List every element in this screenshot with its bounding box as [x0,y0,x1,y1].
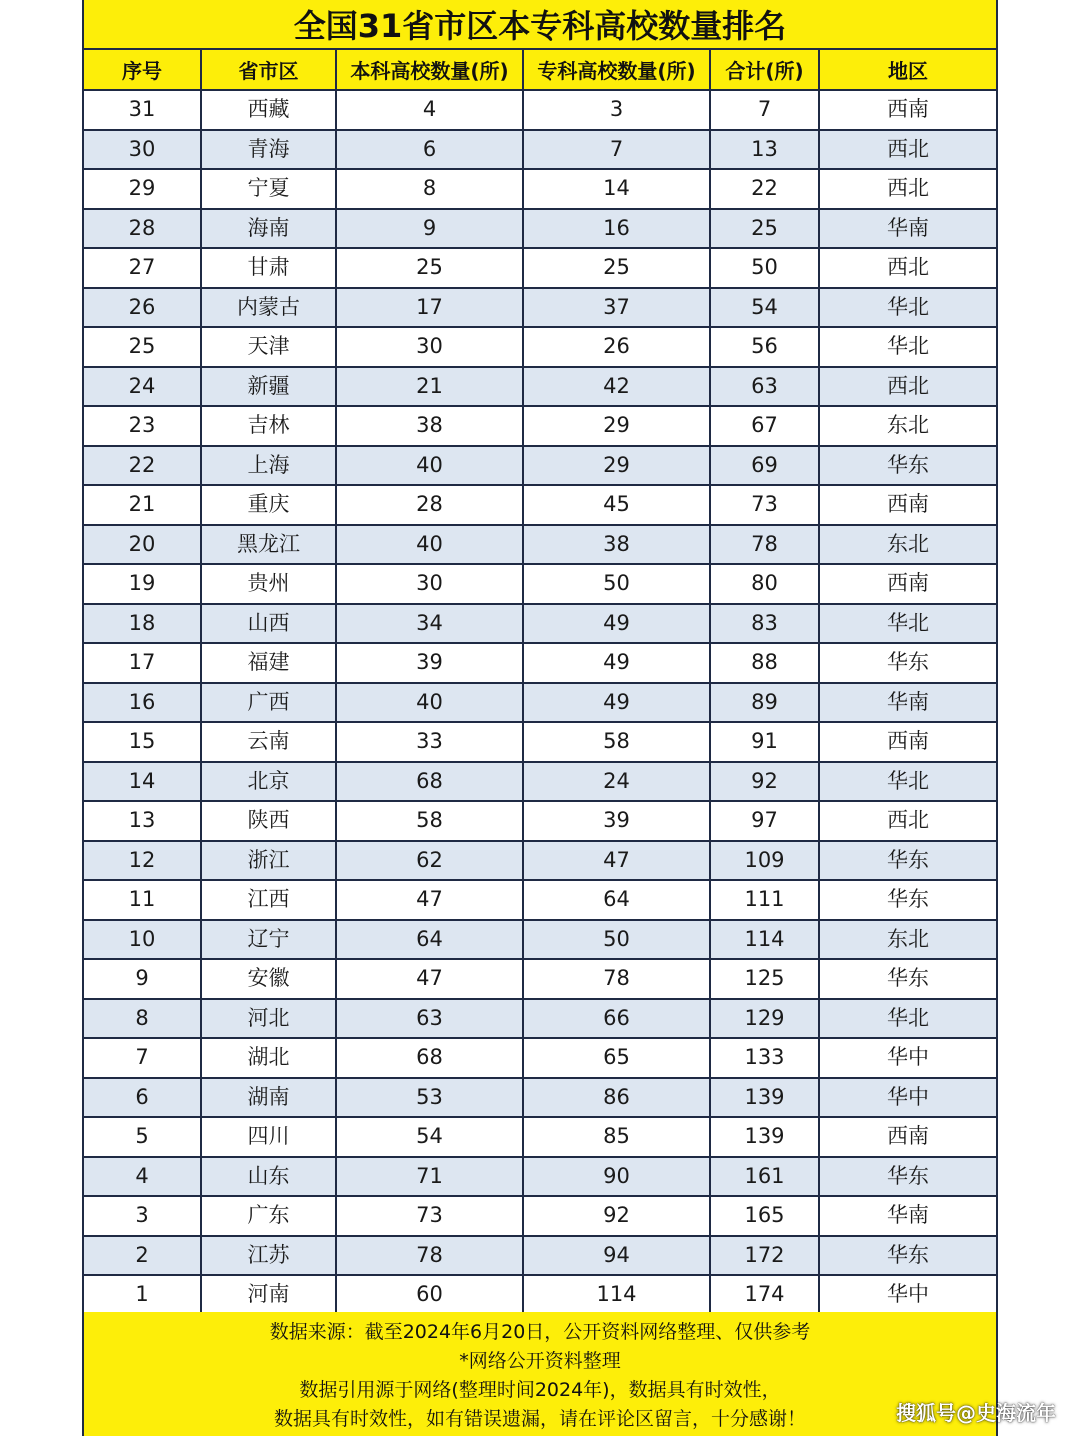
cell-province: 天津 [201,327,336,367]
table-row [84,762,996,802]
cell-province: 辽宁 [201,920,336,960]
table-row [84,722,996,762]
source-line: *网络公开资料整理 [459,1350,621,1372]
cell-rank: 14 [84,762,201,802]
cell-college: 26 [523,327,710,367]
cell-total: 22 [710,169,819,209]
cell-rank: 4 [84,1157,201,1197]
cell-total: 139 [710,1078,819,1118]
table-row [84,327,996,367]
table-row [84,485,996,525]
cell-undergrad: 30 [336,327,523,367]
table-row [84,209,996,249]
cell-undergrad: 54 [336,1117,523,1157]
cell-undergrad: 60 [336,1275,523,1315]
cell-province: 湖南 [201,1078,336,1118]
ranking-sheet [82,0,998,1436]
table-row [84,169,996,209]
cell-total: 78 [710,525,819,565]
cell-province: 河南 [201,1275,336,1315]
table-row [84,999,996,1039]
cell-rank: 18 [84,604,201,644]
cell-rank: 19 [84,564,201,604]
cell-region: 华东 [819,959,996,999]
cell-province: 贵州 [201,564,336,604]
cell-undergrad: 28 [336,485,523,525]
cell-region: 华南 [819,1196,996,1236]
cell-region: 西北 [819,130,996,170]
cell-total: 63 [710,367,819,407]
cell-undergrad: 21 [336,367,523,407]
cell-province: 安徽 [201,959,336,999]
cell-rank: 28 [84,209,201,249]
cell-province: 宁夏 [201,169,336,209]
cell-rank: 29 [84,169,201,209]
cell-province: 四川 [201,1117,336,1157]
cell-undergrad: 63 [336,999,523,1039]
source-line: 数据来源：截至2024年6月20日，公开资料网络整理、仅供参考 [269,1321,811,1343]
cell-college: 45 [523,485,710,525]
cell-total: 133 [710,1038,819,1078]
cell-region: 西北 [819,367,996,407]
table-row [84,959,996,999]
cell-undergrad: 68 [336,762,523,802]
cell-undergrad: 47 [336,959,523,999]
cell-total: 97 [710,801,819,841]
header-rank: 序号 [84,50,201,90]
cell-rank: 16 [84,683,201,723]
cell-region: 华中 [819,1078,996,1118]
cell-rank: 21 [84,485,201,525]
table-header-row [84,50,996,90]
cell-province: 青海 [201,130,336,170]
cell-rank: 26 [84,288,201,328]
cell-region: 华东 [819,1236,996,1276]
table-row [84,130,996,170]
cell-rank: 11 [84,880,201,920]
table-row [84,288,996,328]
cell-college: 90 [523,1157,710,1197]
cell-province: 江苏 [201,1236,336,1276]
cell-rank: 27 [84,248,201,288]
cell-rank: 23 [84,406,201,446]
page-title: 全国31省市区本专科高校数量排名 [84,0,996,50]
cell-undergrad: 30 [336,564,523,604]
cell-total: 129 [710,999,819,1039]
cell-total: 139 [710,1117,819,1157]
cell-undergrad: 40 [336,683,523,723]
cell-undergrad: 38 [336,406,523,446]
cell-college: 64 [523,880,710,920]
table-row [84,525,996,565]
cell-region: 华东 [819,446,996,486]
cell-total: 13 [710,130,819,170]
cell-province: 陕西 [201,801,336,841]
table-body [84,90,996,1315]
cell-region: 西北 [819,169,996,209]
cell-college: 65 [523,1038,710,1078]
cell-rank: 2 [84,1236,201,1276]
cell-province: 黑龙江 [201,525,336,565]
cell-province: 湖北 [201,1038,336,1078]
cell-total: 88 [710,643,819,683]
cell-region: 华东 [819,841,996,881]
cell-region: 华东 [819,643,996,683]
cell-region: 东北 [819,525,996,565]
table-row [84,683,996,723]
cell-college: 29 [523,406,710,446]
table-row [84,1038,996,1078]
cell-region: 华北 [819,999,996,1039]
cell-province: 山西 [201,604,336,644]
cell-province: 重庆 [201,485,336,525]
cell-college: 86 [523,1078,710,1118]
cell-region: 西北 [819,248,996,288]
cell-total: 111 [710,880,819,920]
cell-undergrad: 40 [336,446,523,486]
cell-rank: 17 [84,643,201,683]
cell-total: 91 [710,722,819,762]
cell-province: 广东 [201,1196,336,1236]
cell-province: 新疆 [201,367,336,407]
table-row [84,1078,996,1118]
cell-college: 114 [523,1275,710,1315]
table-row [84,1236,996,1276]
cell-province: 浙江 [201,841,336,881]
cell-region: 西北 [819,801,996,841]
cell-region: 华中 [819,1038,996,1078]
cell-region: 西南 [819,564,996,604]
cell-total: 92 [710,762,819,802]
cell-total: 172 [710,1236,819,1276]
table-row [84,406,996,446]
table-row [84,90,996,130]
cell-total: 161 [710,1157,819,1197]
cell-rank: 10 [84,920,201,960]
cell-undergrad: 78 [336,1236,523,1276]
cell-total: 56 [710,327,819,367]
cell-college: 25 [523,248,710,288]
cell-rank: 1 [84,1275,201,1315]
cell-region: 华南 [819,683,996,723]
cell-undergrad: 58 [336,801,523,841]
cell-undergrad: 64 [336,920,523,960]
cell-region: 东北 [819,920,996,960]
cell-rank: 30 [84,130,201,170]
cell-undergrad: 17 [336,288,523,328]
cell-undergrad: 71 [336,1157,523,1197]
cell-total: 7 [710,90,819,130]
cell-total: 114 [710,920,819,960]
cell-total: 80 [710,564,819,604]
table-row [84,446,996,486]
cell-rank: 15 [84,722,201,762]
cell-undergrad: 9 [336,209,523,249]
cell-college: 29 [523,446,710,486]
cell-college: 7 [523,130,710,170]
cell-college: 14 [523,169,710,209]
cell-total: 54 [710,288,819,328]
cell-undergrad: 53 [336,1078,523,1118]
cell-undergrad: 47 [336,880,523,920]
cell-province: 北京 [201,762,336,802]
table-row [84,801,996,841]
cell-college: 16 [523,209,710,249]
cell-undergrad: 40 [336,525,523,565]
cell-total: 83 [710,604,819,644]
source-line: 数据引用源于网络(整理时间2024年)，数据具有时效性， [299,1379,781,1401]
cell-rank: 6 [84,1078,201,1118]
cell-region: 华北 [819,288,996,328]
cell-province: 福建 [201,643,336,683]
cell-province: 江西 [201,880,336,920]
table-row [84,1157,996,1197]
table-row [84,920,996,960]
cell-region: 西南 [819,90,996,130]
cell-college: 3 [523,90,710,130]
cell-college: 50 [523,564,710,604]
cell-province: 海南 [201,209,336,249]
cell-province: 上海 [201,446,336,486]
cell-undergrad: 6 [336,130,523,170]
cell-rank: 8 [84,999,201,1039]
table-row [84,880,996,920]
cell-region: 西南 [819,722,996,762]
cell-region: 华东 [819,880,996,920]
header-region: 地区 [819,50,996,90]
cell-region: 华北 [819,327,996,367]
cell-undergrad: 25 [336,248,523,288]
cell-region: 华北 [819,762,996,802]
cell-province: 山东 [201,1157,336,1197]
ranking-table [84,50,996,1316]
cell-undergrad: 73 [336,1196,523,1236]
table-row [84,643,996,683]
header-college-count: 专科高校数量(所) [523,50,710,90]
cell-college: 92 [523,1196,710,1236]
header-total: 合计(所) [710,50,819,90]
source-line: 数据具有时效性，如有错误遗漏，请在评论区留言，十分感谢！ [273,1408,806,1430]
cell-total: 89 [710,683,819,723]
cell-college: 78 [523,959,710,999]
cell-college: 94 [523,1236,710,1276]
cell-college: 49 [523,604,710,644]
cell-rank: 25 [84,327,201,367]
cell-college: 66 [523,999,710,1039]
cell-rank: 20 [84,525,201,565]
cell-undergrad: 4 [336,90,523,130]
cell-province: 吉林 [201,406,336,446]
cell-rank: 7 [84,1038,201,1078]
cell-total: 109 [710,841,819,881]
cell-rank: 31 [84,90,201,130]
source-note [84,1312,996,1436]
cell-college: 58 [523,722,710,762]
cell-rank: 9 [84,959,201,999]
cell-province: 甘肃 [201,248,336,288]
cell-college: 39 [523,801,710,841]
cell-rank: 22 [84,446,201,486]
cell-undergrad: 62 [336,841,523,881]
cell-province: 内蒙古 [201,288,336,328]
cell-total: 125 [710,959,819,999]
cell-region: 华中 [819,1275,996,1315]
cell-region: 东北 [819,406,996,446]
cell-rank: 13 [84,801,201,841]
cell-total: 25 [710,209,819,249]
cell-province: 云南 [201,722,336,762]
cell-college: 47 [523,841,710,881]
cell-undergrad: 68 [336,1038,523,1078]
table-row [84,841,996,881]
cell-province: 河北 [201,999,336,1039]
cell-undergrad: 33 [336,722,523,762]
cell-province: 广西 [201,683,336,723]
table-row [84,604,996,644]
cell-total: 50 [710,248,819,288]
table-row [84,367,996,407]
table-row [84,1275,996,1315]
cell-college: 85 [523,1117,710,1157]
cell-undergrad: 34 [336,604,523,644]
cell-college: 37 [523,288,710,328]
cell-college: 49 [523,643,710,683]
cell-total: 165 [710,1196,819,1236]
cell-undergrad: 8 [336,169,523,209]
header-undergrad-count: 本科高校数量(所) [336,50,523,90]
watermark: 搜狐号@史海流年 [896,1401,1056,1425]
cell-region: 西南 [819,1117,996,1157]
cell-college: 38 [523,525,710,565]
header-province: 省市区 [201,50,336,90]
cell-rank: 3 [84,1196,201,1236]
cell-region: 华东 [819,1157,996,1197]
cell-college: 50 [523,920,710,960]
cell-rank: 5 [84,1117,201,1157]
cell-total: 67 [710,406,819,446]
cell-rank: 24 [84,367,201,407]
table-row [84,564,996,604]
cell-total: 174 [710,1275,819,1315]
cell-region: 华北 [819,604,996,644]
cell-rank: 12 [84,841,201,881]
cell-college: 49 [523,683,710,723]
cell-region: 华南 [819,209,996,249]
cell-undergrad: 39 [336,643,523,683]
cell-region: 西南 [819,485,996,525]
cell-college: 24 [523,762,710,802]
table-row [84,248,996,288]
cell-total: 73 [710,485,819,525]
table-row [84,1117,996,1157]
cell-province: 西藏 [201,90,336,130]
cell-college: 42 [523,367,710,407]
cell-total: 69 [710,446,819,486]
table-row [84,1196,996,1236]
